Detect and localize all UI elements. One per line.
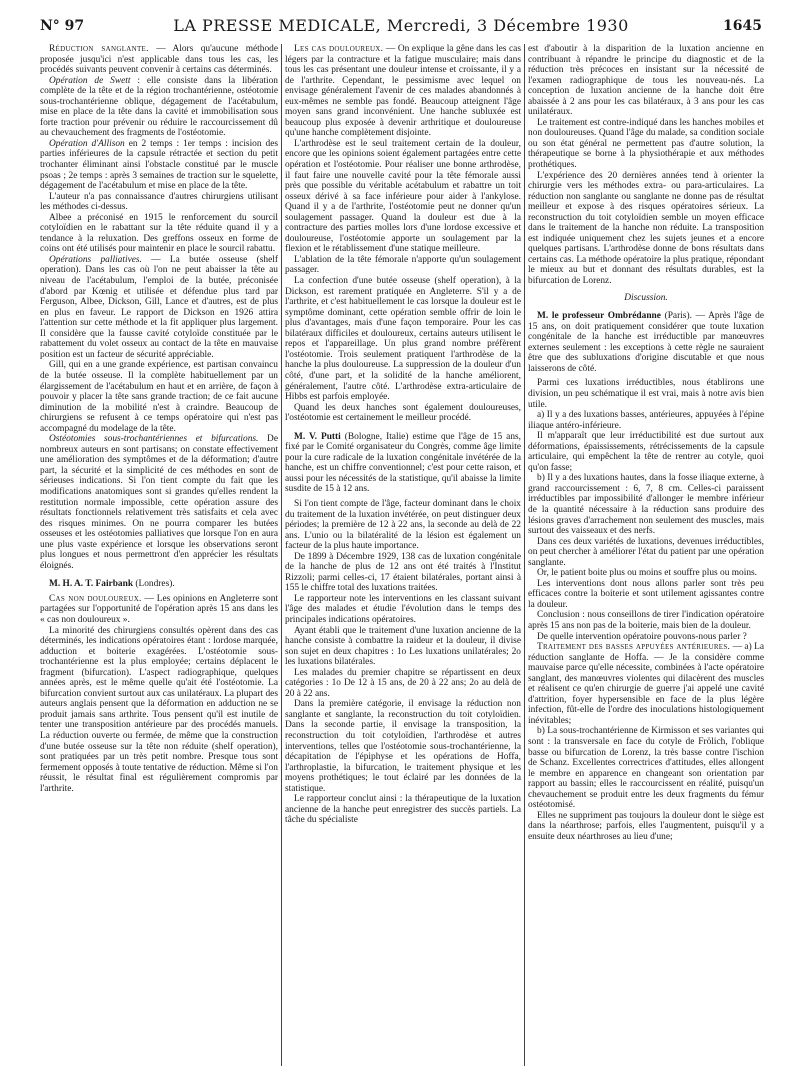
paragraph-text: a) Il y a des luxations basses, antérieures, appuyées à l'épine iliaque antéro-inférieure. (528, 410, 764, 431)
body-paragraph (528, 568, 764, 579)
paragraph-text: Or, le patient boite plus ou moins et souffre plus ou moins. (537, 568, 758, 579)
body-paragraph (40, 360, 278, 434)
body-paragraph (528, 610, 764, 631)
paragraph-text: Elles ne suppriment pas toujours la douleur dont le siège est dans la néarthrose; parfois, elles l'augmentent, puisqu'il y a ensuite deux néarthroses au lieu d'une; (528, 810, 764, 842)
column-divider (524, 44, 525, 1066)
paragraph-lead: Cas non douloureux. (49, 593, 142, 604)
paragraph-text: La minorité des chirurgiens consultés opèrent dans des cas déterminés, les indications opératoires étant : lordose marquée, adduction et boiterie exagérées. L'ostéotomie sous-trochantérienne est la plus employée; certains déplacent le fragment (bifurcation). L'aspect radiographique, quelques années après, est le même quelle qu'ait été l'ostéotomie. La bifurcation convient surtout aux cas unilatéraux. La plupart des auteurs anglais pensent que la déformation en adduction ne se produit jamais sans arthrite. Tous pensent qu'il est inutile de tenter une transposition antérieure par des procédés manuels. La réduction ouverte ou fermée, de même que la construction d'une butée osseuse sur la tête non réduite (shelf operation), sont pratiquées par un très petit nombre. Presque tous sont fermement opposés à toute tentative de réduction. Même si l'on réussit, le résultat final est régulièrement compromis par l'arthrite. (40, 625, 278, 794)
paragraph-text: Le traitement est contre-indiqué dans les hanches mobiles et non douloureuses. Quand l'âge du malade, sa condition sociale ou son état général ne permettent pas d'autre solution, la thérapeutique se borne à la physiothérapie et aux méthodes prothétiques. (528, 117, 764, 171)
body-paragraph (40, 213, 278, 255)
body-paragraph (285, 499, 521, 552)
speaker-paragraph (40, 579, 278, 590)
speaker-name: M. H. A. T. Fairbank (49, 579, 134, 590)
body-paragraph (285, 403, 521, 424)
paragraph-text: — Les opinions en Angleterre sont partagées sur l'opportunité de l'opération après 15 ans dans les « cas non douloureux ». (40, 593, 278, 625)
body-paragraph (528, 579, 764, 611)
speaker-name: M. V. Putti (294, 431, 341, 442)
body-paragraph (285, 699, 521, 794)
speaker-paragraph (285, 432, 521, 495)
body-paragraph (40, 139, 278, 192)
body-paragraph (285, 139, 521, 255)
body-paragraph (528, 171, 764, 287)
paragraph-text: Dans la première catégorie, il envisage la réduction non sanglante et sanglante, la reconstruction du toit cotyloïdien. Dans la seconde partie, il envisage la transposition, la reconstruction du toit cotyloïdien, l'arthrodèse et autres interventions, telles que l'ostéotomie sous-trochantérienne, la décapitation de l'épiphyse et les opérations de Hoffa, l'arthroplastie, la bifurcation, le traitement physique et les moyens prothétiques; le tout éclairé par les données de la statistique. (285, 699, 521, 794)
speaker-affiliation: (Bologne, Italie) estime que l'âge de 15 ans, fixé par le Comité organisateur du Congrès, comme âge limite pour la cure radicale de la luxation congénitale invétérée de la hanche, est un chiffre conventionnel; c'est pour cette raison, et aussi pour les nécessités de la statistique, qu'il abaisse la limite susdite de 15 à 12 ans. (285, 431, 521, 495)
body-paragraph (528, 473, 764, 536)
paragraph-text: La confection d'une butée osseuse (shelf operation), à la Dickson, est rarement pratiquée en Angleterre. S'il y a de l'arthrite, et c'est habituellement le cas lorsque la douleur est le symptôme dominant, cette opération semble offrir de loin le plus d'avantages, mais d'une façon temporaire. Pour les cas bilatéraux difficiles et douloureux, certains auteurs utilisent le repos et l'appareillage. Un plus grand nombre préfèrent l'ostéotomie. Trois seulement pratiquent l'arthrodèse de la hanche la plus douloureuse. La suppression de la douleur d'un côté, d'une part, et la solidité de la hanche améliorent, généralement, l'autre côté. L'arthrodèse extra-articulaire de Hibbs est parfois employée. (285, 276, 521, 403)
body-paragraph (528, 632, 764, 643)
issue-number: N° 97 (40, 18, 85, 34)
body-paragraph (528, 118, 764, 171)
paragraph-text: Les malades du premier chapitre se répartissent en deux catégories : 1o De 12 à 15 ans, de 20 à 22 ans; 2o au delà de 20 à 22 ans. (285, 667, 521, 699)
body-paragraph (528, 44, 764, 118)
column-1 (40, 44, 278, 1074)
body-paragraph (528, 410, 764, 431)
paragraph-lead: Réduction sanglante. (49, 44, 149, 54)
paragraph-text: — On explique la gêne dans les cas légers par la contracture et la fatigue musculaire; mais dans tous les cas présentant une douleur intense et croissante, il y a de l'arthrite. Cependant, le pessimisme avec lequel on envisage généralement l'avenir de ces malades abandonnés à eux-mêmes ne semble pas fondé. Beaucoup atteignent l'âge moyen sans grand inconvénient. Une hanche subluxée est beaucoup plus exposée à devenir arthritique et douloureuse qu'une hanche complètement disjointe. (285, 44, 521, 139)
paragraph-lead: Les cas douloureux. (294, 44, 384, 54)
paragraph-lead: Ostéotomies sous-trochantériennes et bifurcations. (49, 434, 259, 445)
paragraph-text: L'ablation de la tête fémorale n'apporte qu'un soulagement passager. (285, 254, 521, 276)
body-paragraph (528, 811, 764, 843)
paragraph-text: De 1899 à Décembre 1929, 138 cas de luxation congénitale de la hanche de plus de 12 ans ont été traités à l'Institut Rizzoli; parmi celles-ci, 17 étaient bilatérales, portant ainsi à 155 le chiffre total des luxations traitées. (285, 551, 521, 594)
body-paragraph (528, 378, 764, 410)
body-paragraph (285, 552, 521, 594)
page-number: 1645 (723, 18, 762, 34)
paragraph-text: Parmi ces luxations irréductibles, nous établirons une division, un peu schématique il est vrai, mais à notre avis bien utile. (528, 378, 764, 410)
paragraph-lead: Opérations palliatives. (49, 254, 142, 265)
paragraph-text: L'expérience des 20 dernières années tend à orienter la chirurgie vers les méthodes extra- ou para-articulaires. La réduction non sanglante ou sanglante ne donne pas de résultat meilleur et expose à des risques opératoires sérieux. La reconstruction du toit cotyloïdien semble un moyen efficace dans le traitement de la hanche non réduite. La transposition est indiquée uniquement chez les sujets jeunes et a encore quelques partisans. L'arthrodèse donne de bons résultats dans certains cas. La méthode opératoire la plus pratique, répondant le mieux au but et donnant des résultats durables, est la bifurcation de Lorenz. (528, 170, 764, 287)
journal-title-date: LA PRESSE MEDICALE, Mercredi, 3 Décembre 1930 (173, 16, 629, 35)
body-paragraph (40, 44, 278, 76)
paragraph-lead: Opération d'Allison (49, 138, 125, 149)
paragraph-text: Conclusion : nous conseillons de tirer l'indication opératoire après 15 ans non pas de la boiterie, mais bien de la douleur. (528, 610, 764, 631)
paragraph-text: — a) La réduction sanglante de Hoffa. — Je la considère comme mauvaise parce qu'elle nécessite, combinées à l'acte opératoire sanglant, des manœuvres violentes qui dilacèrent des muscles et réalisent ce qu'en chirurgie de guerre j'ai appelé une cavité d'attrition, foyer hypersensible en face de la plus légère infection, fût-elle de l'ordre des inoculations histologiquement inévitables; (528, 642, 764, 726)
body-paragraph (40, 192, 278, 213)
paragraph-text: Il m'apparaît que leur irréductibilité est due surtout aux déformations, épaississements, rétrécissements de la capsule articulaire, qui empêchent la tête de rentrer au cotyle, quoi qu'on fasse; (528, 431, 764, 473)
paragraph-text: De quelle intervention opératoire pouvons-nous parler ? (537, 631, 747, 642)
paragraph-text: en 2 temps : 1er temps : incision des parties inférieures de la capsule rétractée et section du petit trochanter éliminant ainsi l'obstacle constitué par le muscle psoas ; 2e temps : après 3 semaines de traction sur le squelette, dégagement de l'acétabulum et mise en place de la tête. (40, 138, 278, 192)
column-divider (281, 44, 282, 1066)
body-paragraph (40, 626, 278, 795)
paragraph-text: L'auteur n'a pas connaissance d'autres chirurgiens utilisant les méthodes ci-dessus. (40, 191, 278, 213)
paragraph-text: Les interventions dont nous allons parler sont très peu efficaces contre la boiterie et sont utilement agissantes contre la douleur. (528, 578, 764, 610)
body-paragraph (40, 76, 278, 139)
paragraph-text: Quand les deux hanches sont également douloureuses, l'ostéotomie est certainement le meilleur procédé. (285, 402, 521, 424)
paragraph-text: Albee a préconisé en 1915 le renforcement du sourcil cotyloïdien en le rabattant sur la tête réduite quand il y a tendance à la reluxation. Des greffons osseux en forme de coins ont été utilisés pour maintenir en place le sourcil rabattu. (40, 212, 278, 255)
body-paragraph (40, 594, 278, 626)
body-paragraph (285, 44, 521, 139)
paragraph-text: Gill, qui en a une grande expérience, est partisan convaincu de la butée osseuse. Il la complète habituellement par un élargissement de l'acétabulum en haut et en arrière, de façon à pouvoir y placer la tête sans grande traction; de ce fait aucune diminution de la mobilité n'est à craindre. Beaucoup de chirurgiens se refusent à ce temps opératoire qui n'est pas accompagné du modelage de la tête. (40, 360, 278, 434)
page-header (40, 16, 762, 38)
column-3 (528, 44, 764, 1074)
body-paragraph (528, 431, 764, 473)
paragraph-text: Dans ces deux variétés de luxations, devenues irréductibles, on peut chercher à améliorer l'état du patient par une opération sanglante. (528, 536, 764, 568)
column-2 (285, 44, 521, 1074)
paragraph-text: — La butée osseuse (shelf operation). Dans les cas où l'on ne peut abaisser la tête au niveau de l'acétabulum, l'emploi de la butée, préconisée d'abord par Kœnig et utilisée et défendue plus tard par Ferguson, Albee, Dickson, Gill, Lance et d'autres, est de plus en plus en faveur. Le rapport de Dickson en 1926 attira l'attention sur cette méthode et la fit appliquer plus largement. Il considère que la fausse cavité cotyloïde constituée par le rabattement du volet osseux au contact de la tête en mauvaise position est un facteur de sécurité appréciable. (40, 254, 278, 360)
body-paragraph (528, 537, 764, 569)
paragraph-text: Si l'on tient compte de l'âge, facteur dominant dans le choix du traitement de la luxation invétérée, on peut distinguer deux périodes; la première de 12 à 22 ans, la seconde au delà de 22 ans. L'unio ou la bilatéralité de la lésion est également un facteur de la plus haute importance. (285, 498, 521, 552)
paragraph-text: Ayant établi que le traitement d'une luxation ancienne de la hanche consiste à combattre la raideur et la douleur, il divise son sujet en deux chapitres : 1o Les luxations unilatérales; 2o les luxations bilatérales. (285, 625, 521, 668)
body-paragraph (528, 642, 764, 726)
speaker-paragraph (528, 311, 764, 374)
paragraph-lead: Traitement des basses appuyées antérieures. (537, 642, 731, 653)
body-paragraph (285, 255, 521, 276)
body-paragraph (40, 255, 278, 360)
paragraph-text: De nombreux auteurs en sont partisans; on constate effectivement une amélioration des symptômes et de la déformation; d'autre part, la sécurité et la simplicité de ces méthodes en sont de sérieuses indications. Si l'on tient compte du fait que les modifications anatomiques sont si grandes qu'elles rendent la restitution normale impossible, cette opération assure des résultats fonctionnels relativement très satisfaits et cela avec des risques minimes. On ne pourra comparer les butées osseuses et les ostéotomies palliatives que lorsque l'on en aura une plus vaste expérience et lorsque les observations seront plus longues et nous permettront d'en apprécier les résultats éloignés. (40, 434, 278, 571)
paragraph-text: est d'aboutir à la disparition de la luxation ancienne en contribuant à répandre le principe du diagnostic et de la réduction très précoces en insistant sur la nécessité de l'examen radiographique de tous les nouveau-nés. La conception de luxation ancienne de la hanche doit être abaissée à 2 ans pour les cas bilatéraux, à 3 ans pour les cas unilatéraux. (528, 44, 764, 118)
body-paragraph (528, 726, 764, 810)
paragraph-text: : elle consiste dans la libération complète de la tête et de la région trochantérienne, ostéotomie sous-trochantérienne oblique, dégagement de l'acétabulum, mise en place de la tête dans la cavité et immobilisation sous forte traction pour prévenir ou réduire le raccourcissement dû au chevauchement des fragments de l'ostéotomie. (40, 75, 278, 139)
body-paragraph (285, 276, 521, 403)
body-paragraph (285, 626, 521, 668)
paragraph-text: Le rapporteur note les interventions en les classant suivant l'âge des malades et étudie l'évolution dans le temps des principales indications opératoires. (285, 593, 521, 625)
paragraph-lead: Opération de Swett (49, 75, 131, 86)
paragraph-text: b) Il y a des luxations hautes, dans la fosse iliaque externe, à grand raccourcissement : 6, 7, 8 cm. Celles-ci paraissent irréductibles par impossibilité d'allonger le membre inférieur de la quantité nécessaire à la réduction sans produire des lésions graves d'arrachement non seulement des muscles, mais surtout des vaisseaux et des nerfs. (528, 473, 764, 537)
section-heading: Discussion. (624, 292, 668, 303)
body-paragraph (40, 434, 278, 571)
body-paragraph (285, 594, 521, 626)
body-paragraph (285, 668, 521, 700)
body-paragraph (285, 794, 521, 826)
paragraph-text: b) La sous-trochantérienne de Kirmisson et ses variantes qui sont : la transversale en face du cotyle de Frölich, l'oblique basse ou bifurcation de Lorenz, la très basse contre l'ischion de Schanz. Excellentes correctrices d'attitudes, elles allongent le membre en apparence en changeant son orientation par rapport au bassin; elles le raccourcissent en réalité, puisqu'un chevauchement se produit entre les deux fragments du fémur ostéotomisé. (528, 726, 764, 811)
paragraph-text: — Alors qu'aucune méthode proposée jusqu'ici n'est applicable dans tous les cas, les procédés suivants peuvent convenir à certains cas déterminés. (40, 44, 278, 76)
paragraph-text: Le rapporteur conclut ainsi : la thérapeutique de la luxation ancienne de la hanche peut enregistrer des succès partiels. La tâche du spécialiste (285, 794, 521, 826)
speaker-affiliation: (Londres). (133, 579, 175, 590)
speaker-name: M. le professeur Ombrédanne (537, 311, 661, 322)
paragraph-text: L'arthrodèse est le seul traitement certain de la douleur, encore que les opinions soient également partagées entre cette opération et l'ostéotomie. Pour réaliser une bonne arthrodèse, il faut faire une nouvelle cavité pour la tête fémorale aussi près que possible du véritable acétabulum et rabattre un toit osseux dérivé à sa face inférieure pour aider à l'ankylose. Quand il y a de l'arthrite, l'ostéotomie peut ne donner qu'un soulagement passager. Quand la douleur est due à la contracture des parties molles lors d'une lordose excessive et douloureuse, l'ostéotomie apporte un soulagement par la flexion et le rétablissement d'une statique meilleure. (285, 138, 521, 255)
speaker-affiliation: (Paris). — Après l'âge de 15 ans, on doit pratiquement considérer que toute luxation congénitale de la hanche est irréductible par manœuvres externes seulement : les exceptions à cette règle ne sauraient être que des subluxations d'origine discutable et que nous laisserons de côté. (528, 311, 764, 374)
